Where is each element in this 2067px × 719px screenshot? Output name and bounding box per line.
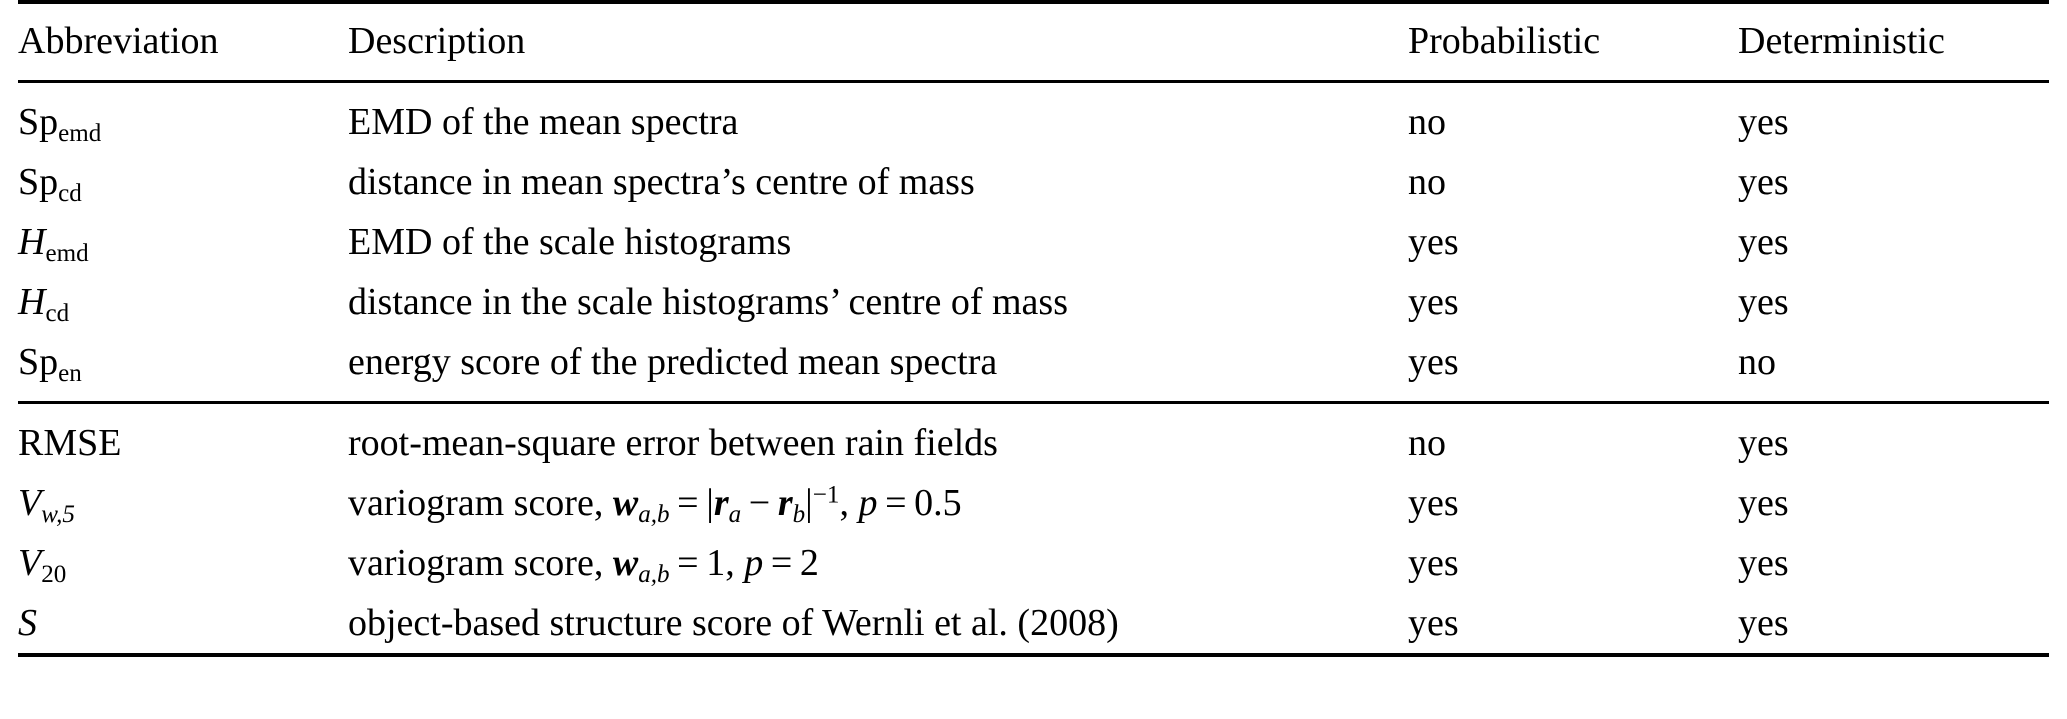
metrics-table [18, 0, 2049, 657]
abbr-base: H [18, 221, 46, 263]
table-row [18, 533, 2049, 593]
description-formula [612, 542, 819, 589]
cell-abbreviation [18, 473, 348, 533]
table-row [18, 82, 2049, 153]
cell-description [348, 533, 1408, 593]
abbr-base: Sp [18, 161, 59, 203]
formula-r-b-subscript: b [792, 501, 806, 529]
abbr-base: Sp [18, 101, 59, 143]
description-prefix: variogram score, [348, 542, 613, 584]
abbr-base: V [18, 482, 42, 524]
cell-deterministic: yes [1738, 161, 1789, 203]
table-body [18, 82, 2049, 656]
table-row [18, 473, 2049, 533]
cell-abbreviation [18, 212, 348, 272]
cell-description: EMD of the mean spectra [348, 82, 1408, 153]
abbr-base: V [18, 542, 42, 584]
cell-abbreviation [18, 533, 348, 593]
formula-equals-2: = [770, 542, 793, 584]
cell-abbreviation [18, 332, 348, 403]
formula-r-a-subscript: a [728, 501, 742, 529]
formula-w-subscript: a,b [638, 501, 670, 529]
formula-w-subscript: a,b [638, 561, 670, 589]
formula-abs-close: | [805, 482, 813, 524]
abbr-subscript: emd [45, 240, 89, 268]
column-header-description: Description [348, 2, 1408, 82]
cell-probabilistic: yes [1408, 542, 1459, 584]
formula-comma: , [839, 482, 849, 524]
table-header [18, 2, 2049, 82]
cell-abbreviation [18, 272, 348, 332]
formula-comma: , [725, 542, 735, 584]
table-row [18, 332, 2049, 403]
description-prefix: variogram score, [348, 482, 613, 524]
description-formula [612, 481, 962, 529]
abbr-subscript: cd [58, 180, 82, 208]
cell-probabilistic: yes [1408, 341, 1459, 383]
formula-w-value: 1 [706, 542, 726, 584]
formula-p-symbol: p [744, 542, 764, 584]
cell-abbreviation [18, 593, 348, 655]
cell-abbreviation [18, 403, 348, 474]
formula-equals: = [677, 542, 699, 584]
cell-abbreviation [18, 82, 348, 153]
table-header-row [18, 2, 2049, 82]
cell-deterministic: yes [1738, 82, 2049, 153]
cell-description: distance in the scale histograms’ centre of mass [348, 281, 1068, 323]
cell-abbreviation [18, 152, 348, 212]
abbr-subscript: emd [58, 120, 102, 148]
formula-p-value: 2 [799, 542, 819, 584]
abbr-subscript: 20 [41, 561, 67, 589]
column-header-abbreviation: Abbreviation [18, 2, 348, 82]
cell-probabilistic: yes [1408, 593, 1738, 655]
cell-deterministic: yes [1738, 403, 2049, 474]
abbr-base: S [18, 602, 37, 644]
cell-deterministic: no [1738, 341, 1776, 383]
formula-abs-open: | [706, 482, 714, 524]
formula-w-symbol: w [612, 542, 639, 584]
formula-exponent: −1 [812, 481, 840, 509]
cell-deterministic: yes [1738, 482, 1789, 524]
cell-probabilistic: no [1408, 403, 1738, 474]
cell-probabilistic: yes [1408, 221, 1459, 263]
cell-description [348, 473, 1408, 533]
table-row [18, 272, 2049, 332]
cell-probabilistic: no [1408, 161, 1446, 203]
cell-description: EMD of the scale histograms [348, 221, 792, 263]
cell-deterministic: yes [1738, 221, 1789, 263]
formula-w-symbol: w [612, 482, 639, 524]
cell-deterministic: yes [1738, 281, 1789, 323]
cell-description: root-mean-square error between rain fields [348, 403, 1408, 474]
abbr-subscript: cd [45, 300, 70, 328]
formula-p-value: 0.5 [914, 482, 962, 524]
table-row [18, 212, 2049, 272]
formula-p-symbol: p [858, 482, 878, 524]
formula-minus: − [748, 482, 771, 524]
column-header-probabilistic: Probabilistic [1408, 2, 1738, 82]
cell-deterministic: yes [1738, 593, 2049, 655]
cell-description: energy score of the predicted mean spectra [348, 341, 998, 383]
cell-probabilistic: yes [1408, 482, 1459, 524]
column-header-deterministic: Deterministic [1738, 2, 2049, 82]
abbr-subscript: w,5 [41, 501, 75, 529]
cell-probabilistic: no [1408, 82, 1738, 153]
formula-r-b: r [777, 482, 793, 524]
abbr-subscript: en [58, 360, 82, 388]
cell-deterministic: yes [1738, 542, 1789, 584]
formula-r-a: r [713, 482, 729, 524]
table-row [18, 593, 2049, 655]
formula-equals-2: = [885, 482, 907, 524]
abbr-base: RMSE [18, 422, 122, 464]
abbr-base: Sp [18, 341, 59, 383]
cell-description: object-based structure score of Wernli et al. (2008) [348, 593, 1408, 655]
cell-probabilistic: yes [1408, 281, 1459, 323]
formula-equals: = [677, 482, 699, 524]
abbr-base: H [18, 281, 46, 323]
table-row [18, 152, 2049, 212]
table-row [18, 403, 2049, 474]
cell-description: distance in mean spectra’s centre of mass [348, 161, 975, 203]
